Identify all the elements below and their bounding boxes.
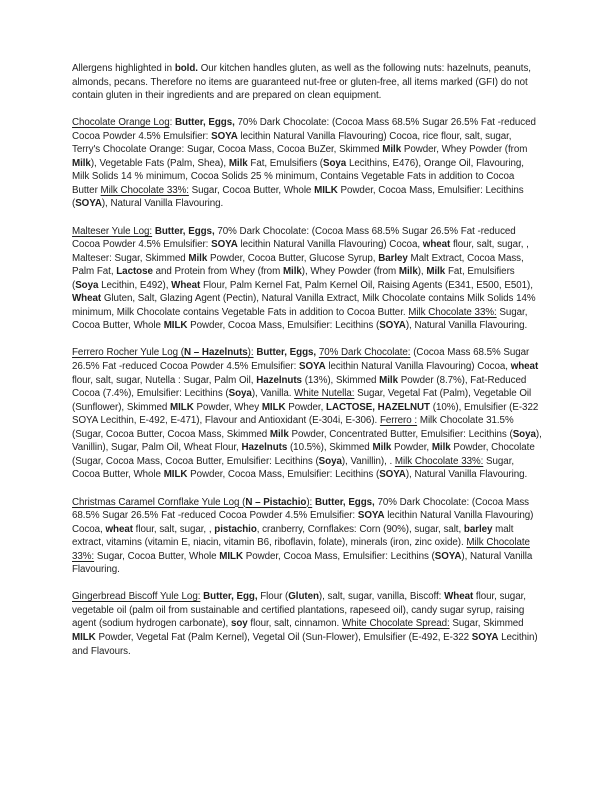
text-run: Malt Extract, Cocoa Mass, Palm Fat,: [72, 252, 524, 278]
text-run: Sugar, Cocoa Butter, Whole: [188, 184, 315, 196]
text-run: MILK: [163, 469, 188, 481]
text-run: SOYA: [211, 130, 238, 142]
text-run: Fat, Emulsifiers (: [72, 266, 515, 291]
text-run: Soya: [323, 157, 347, 169]
text-run: ), Vegetable Fats (Palm, Shea),: [90, 157, 229, 169]
text-run: (10.5%), Skimmed: [287, 442, 373, 454]
text-run: Milk: [382, 144, 402, 156]
text-run: SOYA: [379, 469, 406, 481]
gingerbread-biscoff-yule-log-paragraph: [72, 590, 542, 658]
text-run: 70% Dark Chocolate: (Cocoa Mass 68.5% Sugar 26.5% Fat -reduced Cocoa Powder 4.5% Emulsifier:: [72, 225, 516, 251]
text-run: Gluten, Salt, Glazing Agent (Pectin), Natural Vanilla Extract, Milk Chocolate contains Milk Solids 14% minimum, Milk Chocolate contains Vegetable Fats in addition to Cocoa Butter.: [72, 293, 536, 318]
text-run: Powder, Cocoa Mass, Emulsifier: Lecithins (: [187, 320, 380, 332]
text-run: Wheat: [72, 293, 102, 305]
text-run: flour, salt, cinnamon.: [247, 618, 342, 630]
text-run: barley: [463, 523, 493, 535]
text-run: ), Natural Vanilla Flavouring.: [405, 469, 528, 481]
text-run: Powder, Cocoa Mass, Emulsifier: Lecithins (: [242, 550, 435, 562]
text-run: MILK: [261, 401, 286, 413]
text-run: :: [169, 117, 176, 129]
text-run: ), Natural Vanilla Flavouring.: [405, 320, 528, 332]
text-run: Powder, Cocoa Butter, Glucose Syrup,: [207, 252, 379, 264]
text-run: Butter, Eggs,: [175, 117, 235, 129]
text-run: Soya: [228, 388, 252, 400]
text-run: MILK: [163, 320, 188, 332]
text-run: Malteser Yule Log:: [72, 225, 153, 237]
text-run: lecithin Natural Vanilla Flavouring) Cocoa,: [325, 361, 511, 373]
text-run: White Nutella:: [294, 388, 355, 400]
text-run: Milk Chocolate 33%:: [394, 455, 484, 467]
text-run: Sugar, Cocoa Butter, Whole: [94, 550, 220, 562]
text-run: Powder, Vegetal Fat (Palm Kernel), Vegetal Oil (Sun-Flower), Emulsifier (E-492, E-322: [95, 631, 472, 643]
text-run: Barley: [378, 252, 408, 264]
text-run: Christmas Caramel Cornflake Yule Log (: [72, 496, 246, 508]
text-run: Soya: [75, 279, 99, 291]
text-run: MILK: [219, 550, 243, 562]
text-run: Powder,: [391, 442, 432, 454]
text-run: SOYA: [434, 550, 462, 562]
text-run: Flour, Palm Kernel Fat, Palm Kernel Oil, Raising Agents (E341, E500, E501),: [200, 279, 533, 291]
text-run: wheat: [510, 361, 539, 373]
malteser-yule-log-paragraph: [72, 225, 542, 333]
text-run: Milk: [282, 266, 302, 278]
text-run: Soya: [318, 455, 342, 467]
text-run: Sugar, Cocoa Butter, Whole: [72, 455, 515, 481]
text-run: and Protein from Whey (from: [152, 266, 283, 278]
text-run: Milk: [398, 266, 418, 278]
text-run: Milk Chocolate 33%:: [408, 306, 497, 318]
text-run: Chocolate Orange Log: [72, 117, 170, 129]
text-run: Lecithin) and Flavours.: [72, 631, 538, 657]
text-run: Milk Chocolate 33%:: [100, 184, 189, 196]
text-run: Milk: [426, 266, 446, 278]
text-run: Gluten: [288, 591, 319, 603]
text-run: flour, salt, sugar, , Malteser: Sugar, Skimmed: [72, 239, 529, 264]
text-run: Fat, Emulsifiers (: [247, 157, 324, 169]
text-run: lecithin Natural Vanilla Flavouring) Cocoa, rice flour, salt, sugar, Terry's Chocolate Orange: Sugar, Cocoa Mass, Cocoa BuZer, Skimmed: [72, 130, 512, 156]
text-run: Sugar, Vegetal Fat (Palm), Vegetable Oil (Sunflower), Skimmed: [72, 388, 532, 413]
text-run: , cranberry, Cornflakes: Corn (90%), sugar, salt,: [256, 523, 464, 535]
text-run: SOYA: [75, 198, 102, 210]
text-run: SOYA: [357, 510, 385, 522]
text-run: Milk: [72, 157, 91, 169]
text-run: wheat: [105, 523, 133, 535]
ferrero-rocher-yule-log-paragraph: [72, 346, 542, 481]
text-run: SOYA: [471, 631, 499, 643]
text-run: Butter, Eggs,: [154, 225, 215, 237]
text-run: ), Vanilla.: [251, 388, 295, 400]
text-run: Milk Chocolate 31.5% (Sugar, Cocoa Butter, Cocoa Mass, Skimmed: [72, 415, 514, 440]
text-run: Hazelnuts: [256, 374, 302, 386]
text-run: Powder, Cocoa Mass, Emulsifier: Lecithins (: [72, 184, 524, 210]
text-run: Sugar, Skimmed: [449, 618, 524, 630]
text-run: Hazelnuts: [241, 442, 288, 454]
text-run: Milk: [269, 428, 289, 440]
text-run: Gingerbread Biscoff Yule Log:: [72, 591, 201, 603]
text-run: Flour (: [257, 591, 289, 603]
text-run: ), Whey Powder (from: [301, 266, 399, 278]
text-run: Powder,: [285, 401, 327, 413]
text-run: ):: [247, 347, 254, 359]
text-run: (10%), Emulsifier (E-322 SOYA Lecithin, E-492, E-471), Flavour and Antioxidant (E-304i, E-306).: [72, 401, 539, 427]
text-run: flour, salt, sugar, Nutella : Sugar, Palm Oil,: [72, 374, 257, 386]
text-run: ), salt, sugar, vanilla, Biscoff:: [318, 591, 445, 603]
text-run: Powder, Concentrated Butter, Emulsifier: Lecithins (: [288, 428, 513, 440]
text-run: (Cocoa Mass 68.5% Sugar 26.5% Fat -reduced Cocoa Powder 4.5% Emulsifier:: [72, 347, 530, 373]
chocolate-orange-log-paragraph: [72, 116, 542, 211]
text-run: Milk: [372, 442, 392, 454]
text-run: Butter, Eggs,: [256, 347, 317, 359]
text-run: ),: [417, 266, 427, 278]
text-run: Milk: [228, 157, 248, 169]
text-run: Our kitchen handles gluten, as well as the following nuts: hazelnuts, peanuts, almonds, pecans. Therefore no items are guaranteed nut-free or gluten-free, all items marked (GFI) do not contain gluten in their ingredients and are prepared on clean equipment.: [72, 63, 531, 102]
document-body: [72, 62, 542, 658]
text-run: MILK: [314, 184, 338, 196]
text-run: SOYA: [379, 320, 406, 332]
text-run: Wheat: [444, 591, 474, 603]
text-run: Ferrero Rocher Yule Log (: [72, 347, 184, 359]
text-run: ), Vanillin), .: [341, 455, 395, 467]
text-run: Lecithins, E476), Orange Oil, Flavouring, Milk Solids 14 % minimum, Cocoa Solids 25 % minimum, Contains Vegetable Fats in addition to Cocoa Butter: [72, 157, 524, 196]
text-run: Lecithin, E492),: [98, 279, 172, 291]
text-run: ), Vanillin), Sugar, Palm Oil, Wheat Flour,: [72, 428, 542, 454]
text-run: ):: [306, 496, 313, 508]
text-run: N – Pistachio: [245, 496, 307, 508]
text-run: pistachio: [214, 523, 257, 535]
text-run: Milk: [431, 442, 451, 454]
allergen-notice-paragraph: [72, 62, 542, 103]
text-run: Butter, Eggs,: [314, 496, 375, 508]
text-run: 70% Dark Chocolate: (Cocoa Mass 68.5% Sugar 26.5% Fat -reduced Cocoa Powder 4.5% Emulsifier:: [72, 117, 536, 142]
text-run: Powder, Whey: [193, 401, 262, 413]
text-run: SOYA: [299, 361, 326, 373]
text-run: soy: [230, 618, 248, 630]
text-run: lecithin Natural Vanilla Flavouring) Cocoa,: [237, 239, 423, 251]
text-run: bold.: [174, 63, 198, 74]
christmas-caramel-cornflake-yule-log-paragraph: [72, 496, 542, 577]
text-run: wheat: [422, 239, 451, 251]
text-run: Milk: [188, 252, 208, 264]
text-run: Powder, Chocolate (Sugar, Cocoa Mass, Cocoa Butter, Emulsifier: Lecithins (: [72, 442, 535, 467]
text-run: 70% Dark Chocolate: (Cocoa Mass 68.5% Sugar 26.5% Fat -reduced Cocoa Powder 4.5% Emulsifier:: [72, 496, 530, 522]
text-run: Allergens highlighted in: [72, 63, 175, 74]
text-run: Milk: [379, 374, 398, 386]
text-run: Milk Chocolate 33%:: [72, 537, 530, 562]
text-run: Ferrero :: [379, 415, 418, 427]
text-run: malt extract, vitamins (vitamin E, niacin, vitamin B6, riboflavin, folate), minerals (iron, zinc oxide).: [72, 523, 514, 549]
text-run: Butter, Egg,: [203, 591, 258, 603]
text-run: flour, salt, sugar, ,: [132, 523, 215, 535]
text-run: N – Hazelnuts: [184, 347, 248, 359]
text-run: 70% Dark Chocolate:: [318, 347, 411, 359]
text-run: (13%), Skimmed: [301, 374, 380, 386]
text-run: Soya: [512, 428, 536, 440]
text-run: MILK: [170, 401, 194, 413]
text-run: ), Natural Vanilla Flavouring.: [101, 198, 224, 210]
text-run: LACTOSE, HAZELNUT: [326, 401, 430, 413]
text-run: lecithin Natural Vanilla Flavouring) Cocoa,: [72, 510, 534, 535]
text-run: Powder, Cocoa Mass, Emulsifier: Lecithins (: [187, 469, 380, 481]
text-run: Wheat: [171, 279, 201, 291]
text-run: White Chocolate Spread:: [341, 618, 450, 630]
text-run: SOYA: [211, 239, 238, 251]
text-run: Powder, Whey Powder (from: [401, 144, 528, 156]
text-run: Powder (8.7%), Fat-Reduced Cocoa (7.4%), Emulsifier: Lecithins (: [72, 374, 527, 400]
text-run: MILK: [72, 631, 96, 643]
text-run: Sugar, Cocoa Butter, Whole: [72, 306, 528, 332]
text-run: flour, sugar, vegetable oil (palm oil from sustainable and certified plantations, rapeseed oil), candy sugar syrup, raising agent (sodium hydrogen carbonate),: [72, 591, 526, 630]
text-run: Lactose: [116, 266, 153, 278]
text-run: ), Natural Vanilla Flavouring.: [72, 550, 533, 576]
